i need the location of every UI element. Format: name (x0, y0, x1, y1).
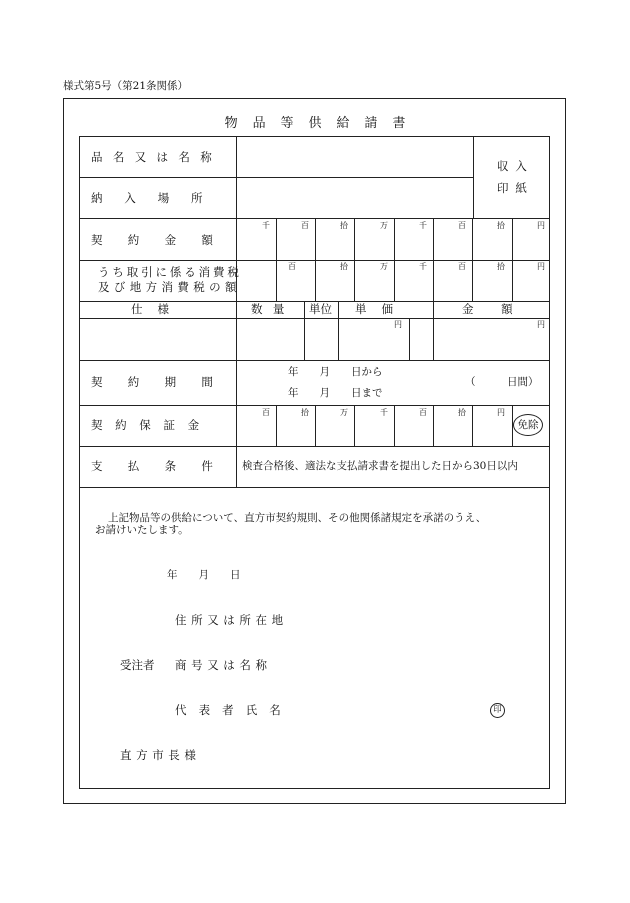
item-name-field[interactable] (236, 137, 472, 177)
digit-unit: 百 (288, 262, 296, 271)
representative-field[interactable] (300, 700, 480, 720)
item-name-label: 品名又は名称 (91, 150, 223, 164)
document-title: 物品等供給請書 (224, 116, 421, 131)
divider (473, 136, 474, 218)
addressee: 直方市長様 (120, 748, 201, 762)
period-from: 年 月 日から (288, 366, 383, 378)
digit-unit: 百 (458, 262, 466, 271)
revenue-stamp-line1: 収入 (497, 159, 534, 173)
digit-unit: 円 (537, 262, 545, 271)
company-name-label: 商号又は名称 (175, 658, 272, 672)
unit-field[interactable] (305, 319, 338, 360)
digit-unit: 万 (380, 262, 388, 271)
digit-unit: 拾 (301, 408, 309, 417)
tax-label-line2: 及び地方消費税の額 (98, 280, 241, 294)
divider (409, 318, 410, 360)
digit-unit: 千 (419, 221, 427, 230)
amount-yen: 円 (537, 320, 545, 329)
unit-price-yen: 円 (394, 320, 402, 329)
digit-unit: 円 (537, 221, 545, 230)
contract-deposit-label: 契約保証金 (91, 418, 212, 432)
contract-period-label: 契約期間 (91, 375, 239, 389)
quantity-header: 数量 (251, 302, 295, 316)
unit-price-header: 単価 (355, 302, 408, 316)
digit-unit: 拾 (340, 262, 348, 271)
form-caption: 様式第5号（第21条関係） (63, 80, 189, 92)
address-field[interactable] (300, 610, 490, 630)
amount-field[interactable] (434, 319, 550, 360)
delivery-place-field[interactable] (236, 178, 472, 218)
tax-amount-field[interactable] (237, 261, 550, 301)
period-to: 年 月 日まで (288, 387, 383, 399)
signing-date: 年 月 日 (167, 569, 241, 581)
address-label: 住所又は所在地 (175, 613, 288, 627)
quantity-field[interactable] (237, 319, 304, 360)
contract-period-field[interactable] (237, 361, 550, 405)
contract-deposit-field[interactable] (237, 406, 511, 446)
digit-unit: 千 (262, 221, 270, 230)
contract-amount-label: 契約金額 (91, 233, 239, 247)
digit-unit: 円 (497, 408, 505, 417)
body-text-1: 上記物品等の供給について、直方市契約規則、その他関係諸規定を承諾のうえ、 (108, 512, 487, 524)
digit-unit: 万 (380, 221, 388, 230)
tax-label-line1: うち取引に係る消費税 (98, 265, 242, 279)
company-name-field[interactable] (300, 655, 490, 675)
digit-unit: 百 (301, 221, 309, 230)
digit-unit: 拾 (497, 262, 505, 271)
digit-unit: 百 (458, 221, 466, 230)
contract-amount-field[interactable] (237, 219, 550, 260)
digit-unit: 千 (419, 262, 427, 271)
amount-header: 金額 (462, 302, 541, 316)
body-text-2: お請けいたします。 (95, 524, 189, 536)
digit-unit: 千 (380, 408, 388, 417)
digit-unit: 百 (262, 408, 270, 417)
seal-mark: 印 (490, 703, 505, 718)
payment-terms-label: 支払条件 (91, 459, 239, 473)
digit-unit: 百 (419, 408, 427, 417)
unit-price-field[interactable] (339, 319, 409, 360)
exempt-mark[interactable]: 免除 (513, 414, 543, 436)
revenue-stamp-line2: 印紙 (497, 181, 534, 195)
digit-unit: 拾 (497, 221, 505, 230)
unit-header: 単位 (309, 302, 332, 316)
divider (79, 446, 550, 447)
divider (79, 487, 550, 488)
delivery-place-label: 納入場所 (91, 191, 225, 205)
contractor-label: 受注者 (120, 658, 155, 672)
payment-terms-value: 検査合格後、適法な支払請求書を提出した日から30日以内 (242, 460, 518, 472)
digit-unit: 拾 (340, 221, 348, 230)
signing-date-field[interactable] (160, 566, 260, 584)
specification-header: 仕様 (131, 302, 184, 316)
specification-field[interactable] (80, 319, 236, 360)
digit-unit: 万 (340, 408, 348, 417)
period-days: （ 日間） (465, 376, 539, 388)
representative-label: 代表者氏名 (175, 703, 293, 717)
digit-unit: 拾 (458, 408, 466, 417)
